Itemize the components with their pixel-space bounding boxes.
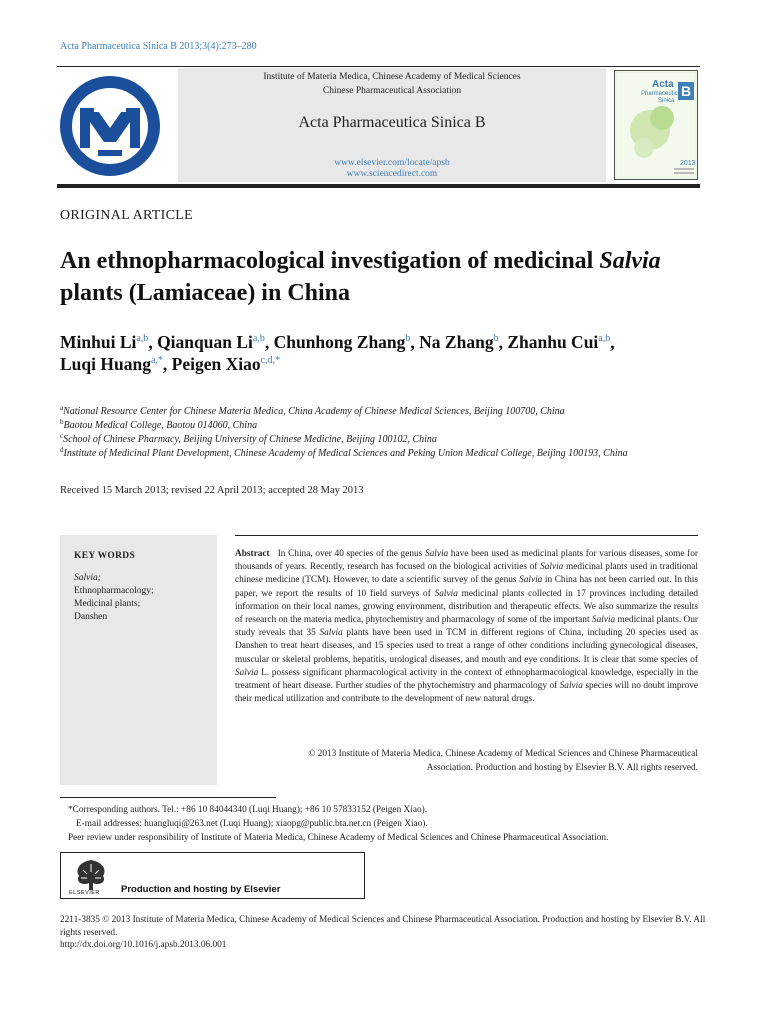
title-text-1: An ethnopharmacological investigation of medicinal — [60, 248, 600, 274]
masthead-box — [178, 68, 606, 182]
cover-title-3: Sinica — [658, 98, 675, 104]
affiliation: $^c$School of Chinese Pharmacy, Beijing University of Chinese Medicine, Beijing 100102, China — [60, 432, 437, 445]
footnote-rule — [60, 797, 276, 798]
masthead-url-elsevier[interactable]: www.elsevier.com/locate/apsb — [334, 158, 450, 168]
corresponding-authors-note: *Corresponding authors. Tel.: +86 10 84044340 (Luqi Huang); +86 10 57833152 (Peigen Xiao). — [68, 805, 428, 815]
doi-link[interactable]: http://dx.doi.org/10.1016/j.apsb.2013.06.001 — [60, 940, 227, 950]
keywords-list — [74, 572, 154, 624]
peer-review-note: Peer review under responsibility of Institute of Materia Medica, Chinese Academy of Medical Sciences and Chinese Pharmaceutical Association. — [68, 833, 609, 843]
masthead-institution-2: Chinese Pharmaceutical Association — [322, 86, 462, 96]
journal-cover-thumbnail — [614, 70, 698, 180]
article-type-label: ORIGINAL ARTICLE — [60, 208, 193, 223]
article-title — [60, 245, 720, 309]
journal-logo — [58, 74, 162, 178]
abstract-body: In China, over 40 species of the genus Salvia have been used as medicinal plants for various diseases, some for thousands of years. Recently, research has focused on the biological activities of Salvia medicinal plants used in traditional chinese medicine (TCM). However, to date a scientific survey of the genus Salvia in China has not been carried out. In this paper, we report the results of 10 field surveys of Salvia medicinal plants collected in 17 provinces including detailed information on their local names, growing environment, distribution and therapeutic effects. We also summarize the results of research on the materia medica, phytochemistry and pharmacology of some of the important Salvia medicinal plants. Our study reveals that 35 Salvia plants have been used in TCM in different regions of China, including 20 species used as Danshen to treat heart diseases, and 15 species used to treat a range of other conditions including gynecological diseases, muscular or skeletal problems, hepatitis, urological diseases, and mouth and eye conditions. It is clear that some species of Salvia L. possess significant pharmacological activity in the context of ethnopharmacological knowledge, especially in the treatment of heart disease. Further studies of the phytochemistry and pharmacology of Salvia species will no doubt improve their medical utilization and contribute to the development of new natural drugs. — [235, 549, 699, 705]
masthead-top-rule — [57, 66, 700, 67]
email-addresses[interactable]: E-mail addresses: huangluqi@263.net (Luqi Huang); xiaopg@public.bta.net.cn (Peigen Xiao). — [76, 819, 428, 829]
cover-letter: B — [680, 83, 692, 99]
masthead-institution-1: Institute of Materia Medica, Chinese Academy of Medical Sciences — [263, 72, 521, 82]
keyword-item: Danshen — [74, 612, 108, 622]
copyright-notice — [235, 747, 698, 775]
elsevier-wordmark: ELSEVIER — [69, 890, 100, 896]
affiliation: $^b$Baotou Medical College, Baotou 014060, China — [60, 418, 258, 431]
masthead-journal-name: Acta Pharmaceutica Sinica B — [298, 114, 486, 131]
author[interactable]: Chunhong Zhang$^b$ — [273, 332, 411, 352]
masthead-url-sciencedirect[interactable]: www.sciencedirect.com — [346, 169, 438, 179]
author[interactable]: Minhui Li$^{a,b}$ — [60, 332, 149, 352]
affiliation-list — [60, 405, 720, 461]
author[interactable]: Na Zhang$^b$ — [419, 332, 499, 352]
author[interactable]: Zhanhu Cui$^{a,b}$ — [507, 332, 611, 352]
keywords-box — [60, 535, 217, 785]
cover-title-2: Pharmaceutica — [641, 91, 682, 97]
cover-year: 2013 — [680, 160, 696, 167]
copyright-line-1: © 2013 Institute of Materia Medica, Chinese Academy of Medical Sciences and Chinese Pharmaceutical — [308, 749, 698, 759]
author[interactable]: Luqi Huang$^{a,*}$ — [60, 354, 163, 374]
keyword-item: Salvia; — [74, 573, 101, 583]
keywords-title: KEY WORDS — [74, 551, 136, 561]
production-hosting-label: Production and hosting by Elsevier — [121, 884, 281, 895]
author[interactable]: Peigen Xiao$^{c,d,*}$ — [171, 354, 281, 374]
cover-title-1: Acta — [652, 79, 674, 90]
copyright-line-2: Association. Production and hosting by Elsevier B.V. All rights reserved. — [426, 763, 698, 773]
journal-citation: Acta Pharmaceutica Sinica B 2013;3(4):273–280 — [60, 41, 257, 52]
keyword-item: Ethnopharmacology; — [74, 586, 154, 596]
masthead-bottom-rule — [57, 184, 700, 188]
author-list: Minhui Li$^{a,b}$, Qianquan Li$^{a,b}$, Chunhong Zhang$^b$, Na Zhang$^b$, Zhanhu Cui$^{a,b}$, Luqi Huang$^{a,*}$, Peigen Xiao$^{c,d,*}$ — [60, 332, 615, 374]
title-italic-genus: Salvia — [599, 248, 661, 274]
bottom-notes — [60, 914, 720, 952]
elsevier-tree-icon — [71, 856, 111, 892]
abstract-label: Abstract — [235, 549, 270, 559]
author[interactable]: Qianquan Li$^{a,b}$ — [157, 332, 265, 352]
abstract — [235, 548, 698, 706]
keyword-item: Medicinal plants; — [74, 599, 141, 609]
title-text-2: plants (Lamiaceae) in China — [60, 280, 351, 306]
received-dates: Received 15 March 2013; revised 22 April 2013; accepted 28 May 2013 — [60, 485, 364, 496]
abstract-top-rule — [235, 535, 698, 536]
affiliation: $^a$National Resource Center for Chinese Materia Medica, China Academy of Chinese Medical Sciences, Beijing 100700, China — [60, 404, 565, 417]
elsevier-production-box — [60, 852, 365, 899]
issn-copyright-line: 2211-3835 © 2013 Institute of Materia Medica, Chinese Academy of Medical Sciences and Chinese Pharmaceutical Association. Production and hosting by Elsevier B.V. All rights reserved. — [60, 915, 706, 938]
affiliation: $^d$Institute of Medicinal Plant Development, Chinese Academy of Medical Sciences and Peking Union Medical College, Beijing 100193, China — [60, 446, 628, 459]
